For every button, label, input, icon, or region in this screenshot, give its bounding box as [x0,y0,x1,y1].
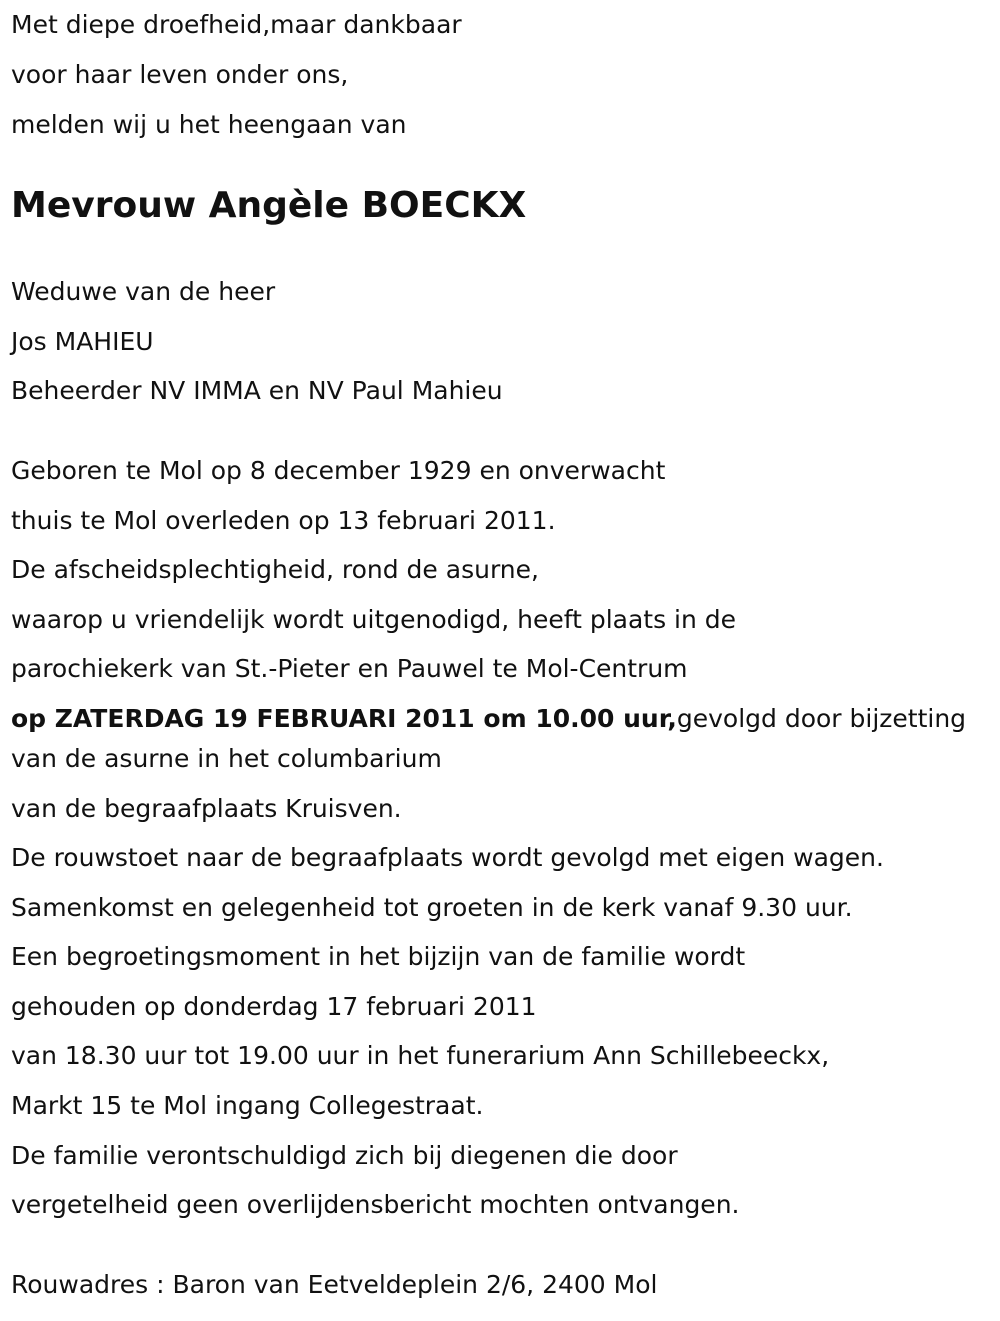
apology-line-1: De familie verontschuldigd zich bij diegenen die door [11,1141,678,1170]
intro-line-2: voor haar leven onder ons, [11,60,349,89]
deceased-name: Mevrouw Angèle BOECKX [11,185,527,226]
greeting-line-4: Markt 15 te Mol ingang Collegestraat. [11,1091,484,1120]
ceremony-date-continuation: gevolgd door bijzetting [676,704,967,733]
greeting-line-1: Een begroetingsmoment in het bijzijn van de familie wordt [11,942,746,971]
spouse-line-2: Jos MAHIEU [11,327,154,356]
ceremony-date-line [11,704,966,734]
apology-line-2: vergetelheid geen overlijdensbericht mochten ontvangen. [11,1190,740,1219]
intro-line-3: melden wij u het heengaan van [11,110,407,139]
born-line: Geboren te Mol op 8 december 1929 en onverwacht [11,456,666,485]
ceremony-date: op ZATERDAG 19 FEBRUARI 2011 om 10.00 uur, [11,704,677,733]
ceremony-line-3: parochiekerk van St.-Pieter en Pauwel te Mol-Centrum [11,654,688,683]
cemetery-line: van de begraafplaats Kruisven. [11,794,402,823]
intro-line-1: Met diepe droefheid,maar dankbaar [11,10,462,39]
ceremony-line-1: De afscheidsplechtigheid, rond de asurne, [11,555,539,584]
spouse-line-1: Weduwe van de heer [11,277,276,306]
columbarium-line: van de asurne in het columbarium [11,744,442,773]
spouse-line-3: Beheerder NV IMMA en NV Paul Mahieu [11,376,503,405]
greeting-line-3: van 18.30 uur tot 19.00 uur in het funerarium Ann Schillebeeckx, [11,1041,830,1070]
procession-line: De rouwstoet naar de begraafplaats wordt gevolgd met eigen wagen. [11,843,884,872]
gathering-line: Samenkomst en gelegenheid tot groeten in de kerk vanaf 9.30 uur. [11,893,853,922]
died-line: thuis te Mol overleden op 13 februari 2011. [11,506,556,535]
mourning-address: Rouwadres : Baron van Eetveldeplein 2/6, 2400 Mol [11,1270,658,1299]
ceremony-line-2: waarop u vriendelijk wordt uitgenodigd, heeft plaats in de [11,605,737,634]
greeting-line-2: gehouden op donderdag 17 februari 2011 [11,992,537,1021]
